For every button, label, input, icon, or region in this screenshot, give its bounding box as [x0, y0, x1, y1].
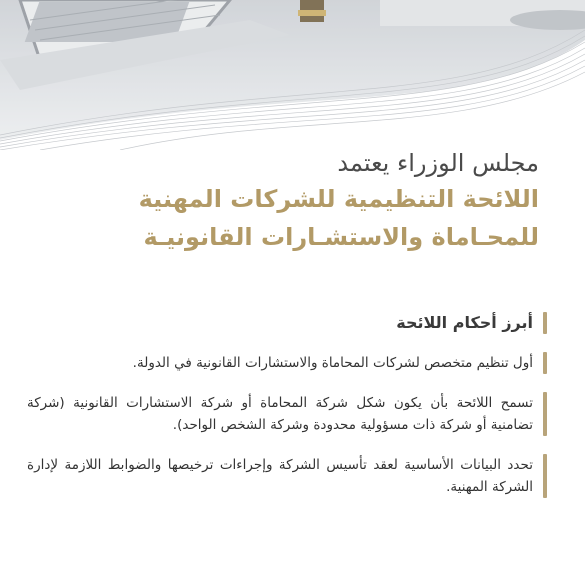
list-item: [27, 392, 547, 436]
accent-bar: [543, 392, 547, 436]
section-title-text: أبرز أحكام اللائحة: [396, 313, 533, 332]
accent-bar: [543, 312, 547, 334]
list-item: [27, 352, 547, 374]
hero-illustration: [0, 0, 585, 150]
accent-bar: [543, 454, 547, 498]
headline-line-3: للمحـاماة والاستشـارات القانونيـة: [143, 223, 539, 251]
headline-line-1: مجلس الوزراء يعتمد: [337, 149, 539, 177]
section-title: [27, 312, 547, 334]
provisions-section: [27, 312, 547, 498]
hero-banner: [0, 0, 585, 150]
list-item-text: تحدد البيانات الأساسية لعقد تأسيس الشركة وإجراءات ترخيصها والضوابط اللازمة لإدارة الشركة المهنية.: [27, 457, 533, 495]
headline-line-2: اللائحة التنظيمية للشركات المهنية: [138, 185, 539, 213]
headline: [39, 146, 539, 256]
accent-bar: [543, 352, 547, 374]
list-item-text: أول تنظيم متخصص لشركات المحاماة والاستشارات القانونية في الدولة.: [132, 355, 533, 371]
list-item-text: تسمح اللائحة بأن يكون شكل شركة المحاماة أو شركة الاستشارات القانونية (شركة تضامنية أو شركة ذات مسؤولية محدودة وشركة الشخص الواحد).: [27, 395, 533, 433]
list-item: [27, 454, 547, 498]
